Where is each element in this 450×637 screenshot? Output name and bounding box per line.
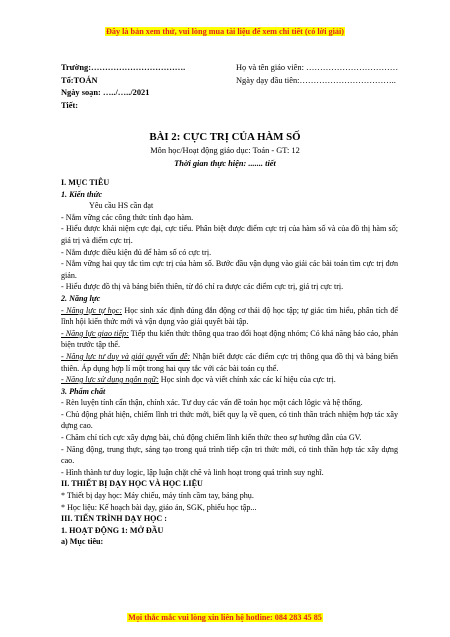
quality-item: - Rèn luyện tính cẩn thận, chính xác. Tư duy các vấn đề toán học một cách lôgic và hệ thống. bbox=[61, 398, 363, 408]
knowledge-intro: Yêu cầu HS cần đạt bbox=[89, 201, 154, 211]
activity-1-heading: 1. HOẠT ĐỘNG 1: MỞ ĐẦU bbox=[61, 525, 164, 535]
competency-heading: 2. Năng lực bbox=[61, 293, 101, 303]
document-header bbox=[61, 62, 421, 112]
quality-item: - Chăm chỉ tích cực xây dựng bài, chủ động chiếm lĩnh kiến thức theo sự hướng dẫn của GV. bbox=[61, 433, 362, 443]
objective-label: a) Mục tiêu: bbox=[61, 537, 104, 547]
knowledge-item: - Hiểu được đồ thị và bảng biến thiên, từ đó chỉ ra được các điểm cực trị, giá trị cực trị. bbox=[61, 282, 344, 292]
hotline-banner: Mọi thắc mắc vui lòng xin liên hệ hotline: 084 283 45 85 bbox=[128, 613, 322, 622]
quality-item: - Hình thành tư duy logic, lập luận chặt chẽ và linh hoạt trong quá trình suy nghĩ. bbox=[61, 467, 324, 477]
competency-item bbox=[61, 328, 398, 351]
competency-text: Học sinh xác định đúng đắn động cơ thái độ học tập; tự giác tìm hiểu, phân tích để lĩnh hội kiến thức mới và vận dụng vào giải quyết bài tập. bbox=[61, 305, 398, 327]
competency-text: Nhận biết được các điểm cực trị thông qua đồ thị và bảng biến thiên. Áp dụng hợp lí một trong hai quy tắc với các bài toán cụ thể. bbox=[61, 351, 398, 373]
duration-line: Thời gian thực hiện: ....... tiết bbox=[174, 159, 276, 168]
equipment-item: * Thiết bị dạy học: Máy chiếu, máy tính cầm tay, bảng phụ. bbox=[61, 491, 254, 501]
competency-label: - Năng lực tự học: bbox=[61, 305, 123, 315]
quality-item: - Chủ động phát hiện, chiếm lĩnh tri thức mới, biết quy lạ về quen, có tinh thần trách nhiệm hợp tác xây dựng cao. bbox=[61, 409, 398, 431]
knowledge-item: - Nắm vững các công thức tính đạo hàm. bbox=[61, 212, 194, 222]
quality-item: - Năng động, trung thực, sáng tạo trong quá trình tiếp cận tri thức mới, có tinh thần hợp tác xây dựng cao. bbox=[61, 444, 398, 466]
competency-text: Học sinh đọc và viết chính xác các kí hiệu của cực trị. bbox=[158, 375, 336, 385]
section-process-heading: III. TIẾN TRÌNH DẠY HỌC : bbox=[61, 514, 167, 524]
competency-label: - Năng lực tư duy và giải quyết vấn đề: bbox=[61, 351, 191, 361]
department-field: Tổ:TOÁN bbox=[61, 75, 98, 85]
prep-date-field: Ngày soạn: …../…../2021 bbox=[61, 88, 150, 97]
competency-item bbox=[61, 351, 398, 374]
lesson-content bbox=[61, 177, 398, 548]
teacher-field: Họ và tên giáo viên: …………………………… bbox=[236, 63, 399, 72]
competency-item bbox=[61, 374, 398, 386]
equipment-item: * Học liệu: Kế hoạch bài dạy, giáo án, SGK, phiếu học tập... bbox=[61, 502, 257, 512]
school-field: Trường:……………………………. bbox=[61, 63, 186, 72]
section-equipment-heading: II. THIẾT BỊ DẠY HỌC VÀ HỌC LIỆU bbox=[61, 479, 203, 489]
knowledge-item: - Hiểu được khái niệm cực đại, cực tiểu. Phân biệt được điểm cực trị của hàm số và của đồ thị hàm số; giá trị và điểm cực trị. bbox=[61, 224, 398, 245]
competency-label: - Năng lực sử dụng ngôn ngữ: bbox=[61, 375, 159, 385]
knowledge-heading: 1. Kiến thức bbox=[61, 189, 103, 199]
lesson-title: BÀI 2: CỰC TRỊ CỦA HÀM SỐ bbox=[149, 131, 301, 143]
competency-text: Tiếp thu kiến thức thông qua trao đổi hoạt động nhóm; Có khả năng báo cáo, phản biện trước tập thể. bbox=[61, 328, 398, 350]
period-field: Tiết: bbox=[61, 100, 79, 110]
knowledge-item: - Nắm được điều kiện đủ để hàm số có cực trị. bbox=[61, 247, 212, 257]
knowledge-item: - Nắm vững hai quy tắc tìm cực trị của hàm số. Bước đầu vận dụng vào giải các bài toán tìm cực trị đơn giản. bbox=[61, 259, 398, 280]
teaching-date-field: Ngày dạy đầu tiên:…………………………….. bbox=[236, 75, 396, 85]
section-objectives-heading: I. MỤC TIÊU bbox=[61, 178, 110, 187]
subject-line: Môn học/Hoạt động giáo dục: Toán - GT: 12 bbox=[150, 146, 300, 155]
competency-item bbox=[61, 305, 398, 328]
competency-label: - Năng lực giao tiếp: bbox=[61, 328, 129, 338]
preview-banner: Đây là bản xem thử, vui lòng mua tài liệu để xem chi tiết (có lời giải) bbox=[105, 27, 344, 36]
quality-heading: 3. Phẩm chất bbox=[61, 386, 106, 396]
